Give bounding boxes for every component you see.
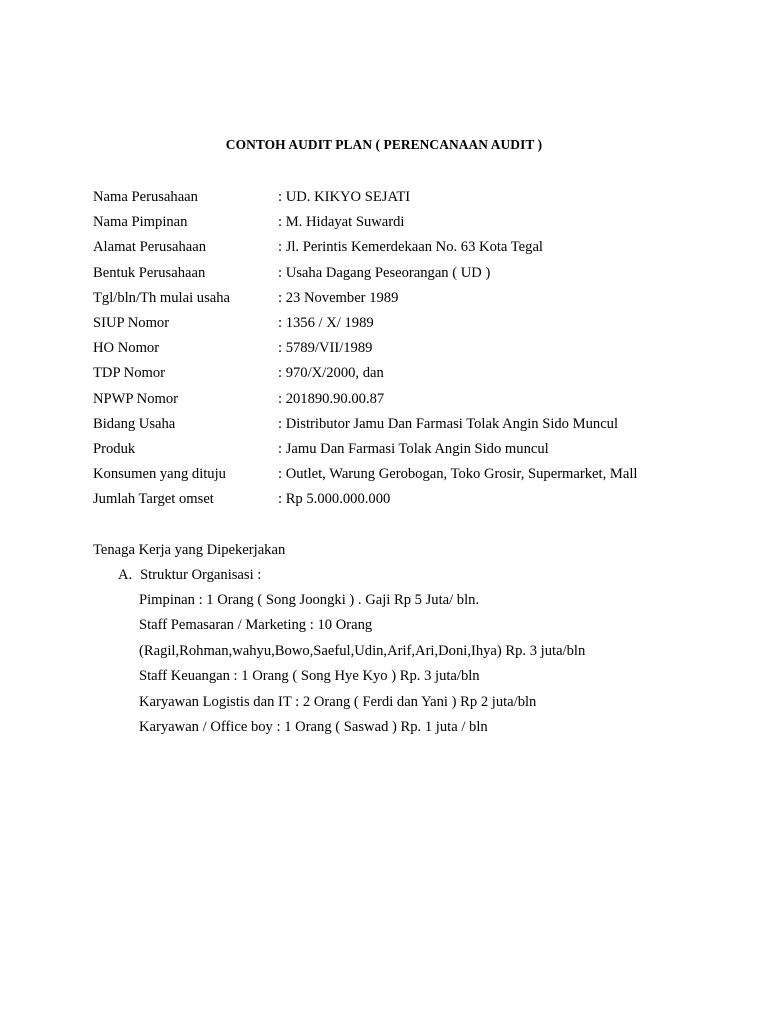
info-value: : UD. KIKYO SEJATI: [278, 189, 411, 205]
info-value: : M. Hidayat Suwardi: [278, 214, 405, 231]
info-label: HO Nomor: [93, 340, 160, 357]
workforce-heading: Tenaga Kerja yang Dipekerjakan: [93, 542, 286, 558]
info-value: : Rp 5.000.000.000: [278, 491, 391, 508]
info-label: NPWP Nomor: [93, 390, 178, 407]
staff-line-marketing: Staff Pemasaran / Marketing : 10 Orang: [139, 617, 373, 634]
info-value: : Usaha Dagang Peseorangan ( UD ): [278, 264, 491, 281]
info-label: SIUP Nomor: [93, 314, 170, 331]
info-label: Nama Pimpinan: [93, 214, 188, 231]
info-label: TDP Nomor: [93, 365, 166, 382]
staff-line-leader: Pimpinan : 1 Orang ( Song Joongki ) . Gaji Rp 5 Juta/ bln.: [139, 592, 480, 608]
info-value: : 970/X/2000, dan: [278, 365, 384, 382]
info-value: : Outlet, Warung Gerobogan, Toko Grosir, Supermarket, Mall: [278, 466, 638, 483]
staff-list: [139, 588, 585, 740]
staff-line-marketing-names: (Ragil,Rohman,wahyu,Bowo,Saeful,Udin,Arif,Ari,Doni,Ihya) Rp. 3 juta/bln: [139, 642, 586, 659]
info-value: : Jamu Dan Farmasi Tolak Angin Sido muncul: [278, 440, 549, 457]
info-value: : 5789/VII/1989: [278, 340, 373, 357]
info-label: Nama Perusahaan: [93, 189, 198, 205]
info-label: Konsumen yang dituju: [93, 466, 226, 483]
staff-line-finance: Staff Keuangan : 1 Orang ( Song Hye Kyo ) Rp. 3 juta/bln: [139, 668, 480, 685]
info-value: : 1356 / X/ 1989: [278, 314, 374, 331]
section-title: Struktur Organisasi :: [140, 567, 262, 583]
staff-line-logistics-it: Karyawan Logistis dan IT : 2 Orang ( Ferdi dan Yani ) Rp 2 juta/bln: [139, 693, 537, 710]
info-label: Produk: [93, 440, 136, 457]
info-value: : Distributor Jamu Dan Farmasi Tolak Angin Sido Muncul: [278, 415, 619, 432]
staff-line-office-boy: Karyawan / Office boy : 1 Orang ( Saswad ) Rp. 1 juta / bln: [139, 718, 488, 735]
info-value: : 201890.90.00.87: [278, 390, 385, 407]
info-value: : 23 November 1989: [278, 289, 399, 306]
info-label: Bidang Usaha: [93, 415, 176, 432]
info-label: Bentuk Perusahaan: [93, 264, 206, 281]
info-label: Alamat Perusahaan: [93, 239, 207, 256]
info-value: : Jl. Perintis Kemerdekaan No. 63 Kota Tegal: [278, 239, 543, 256]
section-heading-organization-structure: [118, 563, 261, 588]
section-letter: A.: [118, 567, 133, 583]
info-label: Tgl/bln/Th mulai usaha: [93, 289, 230, 306]
document-title: CONTOH AUDIT PLAN ( PERENCANAAN AUDIT ): [225, 137, 543, 152]
info-label: Jumlah Target omset: [93, 491, 214, 508]
